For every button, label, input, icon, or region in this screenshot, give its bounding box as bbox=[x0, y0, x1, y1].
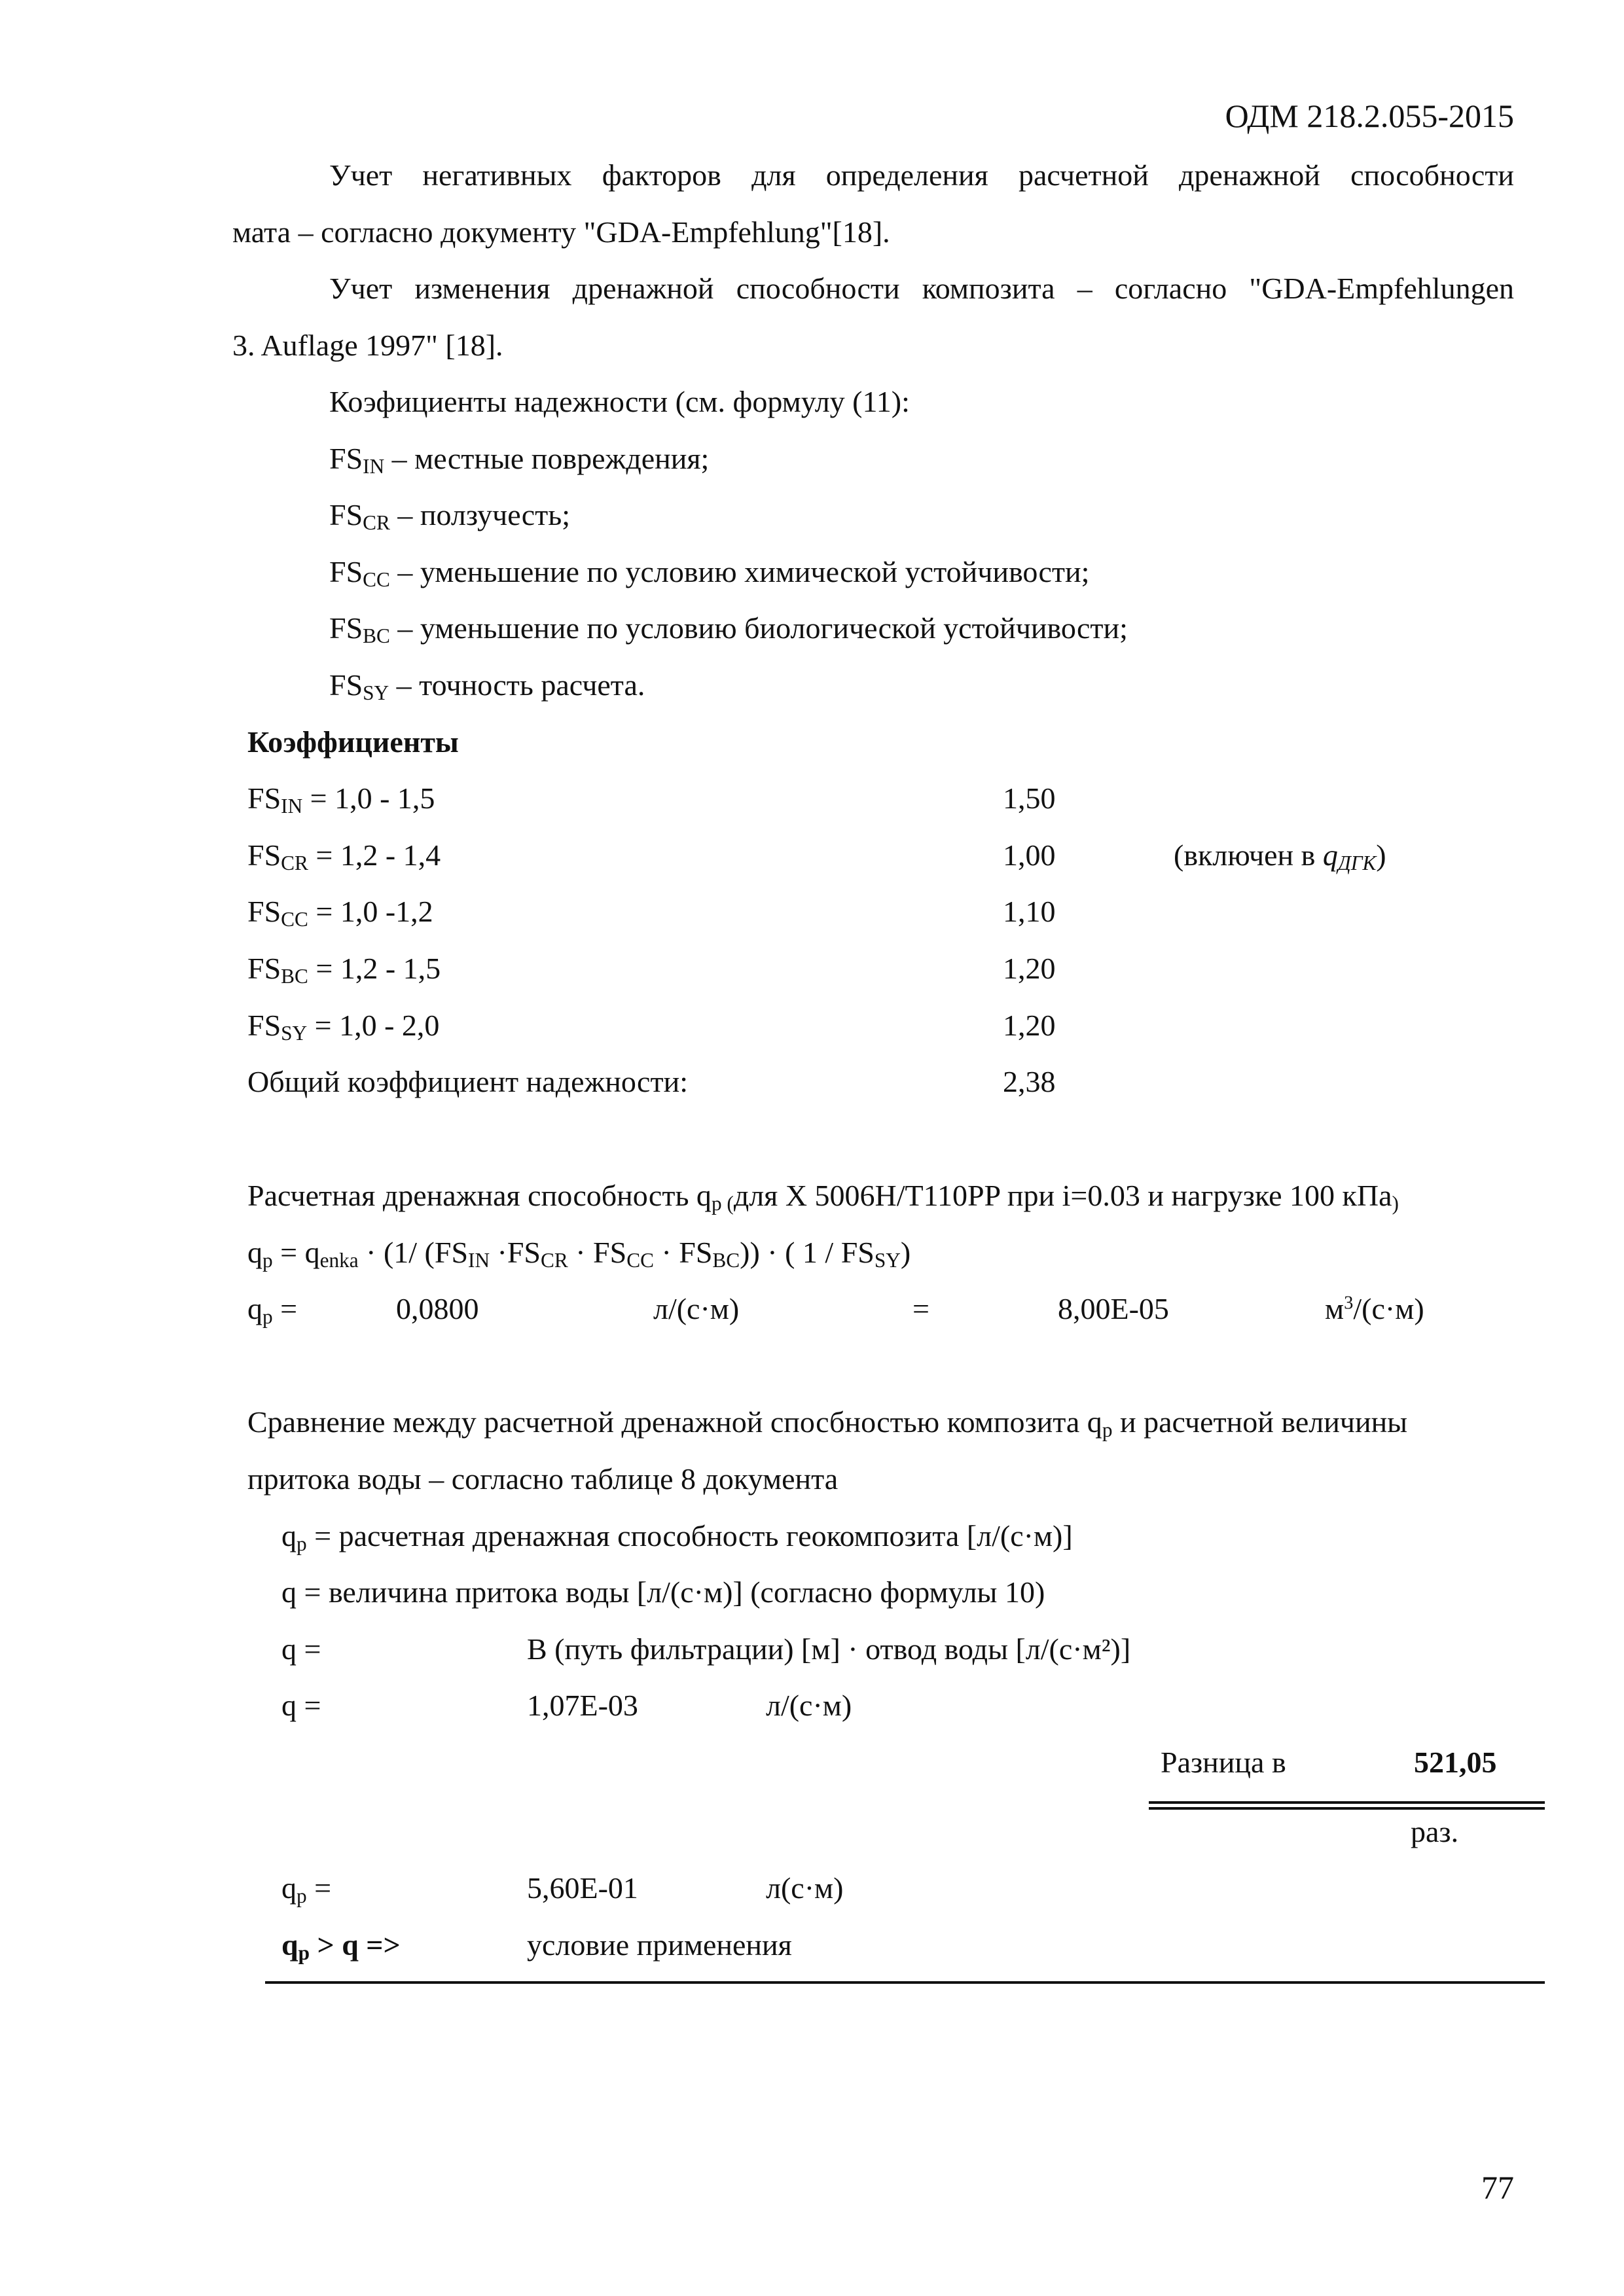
design-result-value-si: 8,00E-05 bbox=[1058, 1292, 1169, 1325]
design-result-unit: л/(с·м) bbox=[653, 1292, 740, 1325]
design-result-value: 0,0800 bbox=[396, 1292, 479, 1325]
coef-row-label: $FS_{SY} = 1,0 - 2,0$ bbox=[247, 1009, 440, 1045]
design-result-equals: = bbox=[912, 1292, 929, 1325]
q-definition: q = величина притока воды [л/(с·м)] (согласно формулы 10) bbox=[281, 1575, 1045, 1609]
condition-label: $q_p > q$ => bbox=[281, 1928, 401, 1964]
coef-row-value: 1,50 bbox=[1003, 781, 1056, 815]
factor-item: $FS_{BC}$ – уменьшение по условию биологической устойчивости; bbox=[329, 611, 1128, 647]
coef-row-label: $FS_{IN} = 1,0 - 1,5$ bbox=[247, 781, 435, 817]
document-code: ОДМ 218.2.055-2015 bbox=[1225, 98, 1514, 134]
difference-label: Разница в bbox=[1161, 1746, 1286, 1779]
condition-text: условие применения bbox=[527, 1928, 792, 1962]
coefficients-title: Коэффициенты bbox=[247, 725, 459, 759]
q-row-2-label: q = bbox=[281, 1689, 321, 1722]
coef-row-label: $FS_{CR} = 1,2 - 1,4$ bbox=[247, 838, 441, 874]
coef-row-value: 1,20 bbox=[1003, 952, 1056, 985]
q-row-1-value: B (путь фильтрации) [м] · отвод воды [л/(с·м²)] bbox=[527, 1632, 1131, 1666]
factor-item: $FS_{IN}$ – местные повреждения; bbox=[329, 442, 710, 478]
design-result-label: $q_p$ = bbox=[247, 1292, 298, 1328]
intro-paragraph-1-line-2: мата – согласно документу "GDA-Empfehlung"[18]. bbox=[232, 215, 890, 249]
compare-line-1: Сравнение между расчетной дренажной спосбностью композита $q_p$ и расчетной величины bbox=[247, 1405, 1408, 1441]
qp-row-label: $q_p$ = bbox=[281, 1871, 332, 1907]
q-row-2-value: 1,07E-03 bbox=[527, 1689, 638, 1722]
double-rule-bottom bbox=[1149, 1807, 1545, 1810]
design-result-unit-si: $м^3/(с\cdot м)$ bbox=[1325, 1292, 1424, 1325]
qp-row-unit: л(с·м) bbox=[766, 1871, 844, 1905]
coef-row-value: 1,20 bbox=[1003, 1009, 1056, 1042]
coef-total-label: Общий коэффициент надежности: bbox=[247, 1065, 688, 1098]
difference-unit: раз. bbox=[1411, 1815, 1459, 1848]
page-number: 77 bbox=[1481, 2169, 1514, 2206]
coef-row-note: (включен в $q_{ДГК}$) bbox=[1174, 838, 1386, 874]
factor-item: $FS_{CC}$ – уменьшение по условию химической устойчивости; bbox=[329, 555, 1090, 591]
intro-paragraph-2-line-2: 3. Auflage 1997" [18]. bbox=[232, 329, 503, 362]
design-capacity-text: Расчетная дренажная способность $q_{p (}для$ X 5006H/T110PP при i=0.03 и нагрузке 100 кПа$_)$ bbox=[247, 1179, 1399, 1215]
coef-total-value: 2,38 bbox=[1003, 1065, 1056, 1098]
coef-row-value: 1,00 bbox=[1003, 838, 1056, 872]
design-formula: $q_p = q_{enka} \cdot (1/$ $(FS_{IN} \cdot FS_{CR} \cdot FS_{CC} \cdot FS_{BC})$) · ( $1 / FS_{SY}$) bbox=[247, 1236, 911, 1272]
intro-paragraph-2-line-1: Учет изменения дренажной способности композита – согласно "GDA-Empfehlungen bbox=[329, 272, 1514, 305]
coef-row-value: 1,10 bbox=[1003, 895, 1056, 928]
coef-row-label: $FS_{CC} = 1,0$ -1,2 bbox=[247, 895, 433, 931]
coef-row-label: $FS_{BC} = 1,2 - 1,5$ bbox=[247, 952, 441, 988]
intro-paragraph-1-line-1: Учет негативных факторов для определения расчетной дренажной способности bbox=[329, 158, 1514, 192]
factor-item: $FS_{CR}$ – ползучесть; bbox=[329, 498, 571, 534]
double-rule-top bbox=[1149, 1801, 1545, 1804]
intro-paragraph-3: Коэфициенты надежности (см. формулу (11): bbox=[329, 385, 910, 418]
qp-definition: $q_p$ = расчетная дренажная способность геокомпозита [л/(с·м)] bbox=[281, 1519, 1073, 1555]
difference-value: 521,05 bbox=[1414, 1746, 1497, 1779]
compare-line-2: притока воды – согласно таблице 8 документа bbox=[247, 1462, 839, 1496]
q-row-1-label: q = bbox=[281, 1632, 321, 1666]
factor-item: $FS_{SY}$ – точность расчета. bbox=[329, 668, 645, 704]
q-row-2-unit: л/(с·м) bbox=[766, 1689, 852, 1722]
bottom-rule bbox=[265, 1981, 1545, 1984]
qp-row-value: 5,60E-01 bbox=[527, 1871, 638, 1905]
